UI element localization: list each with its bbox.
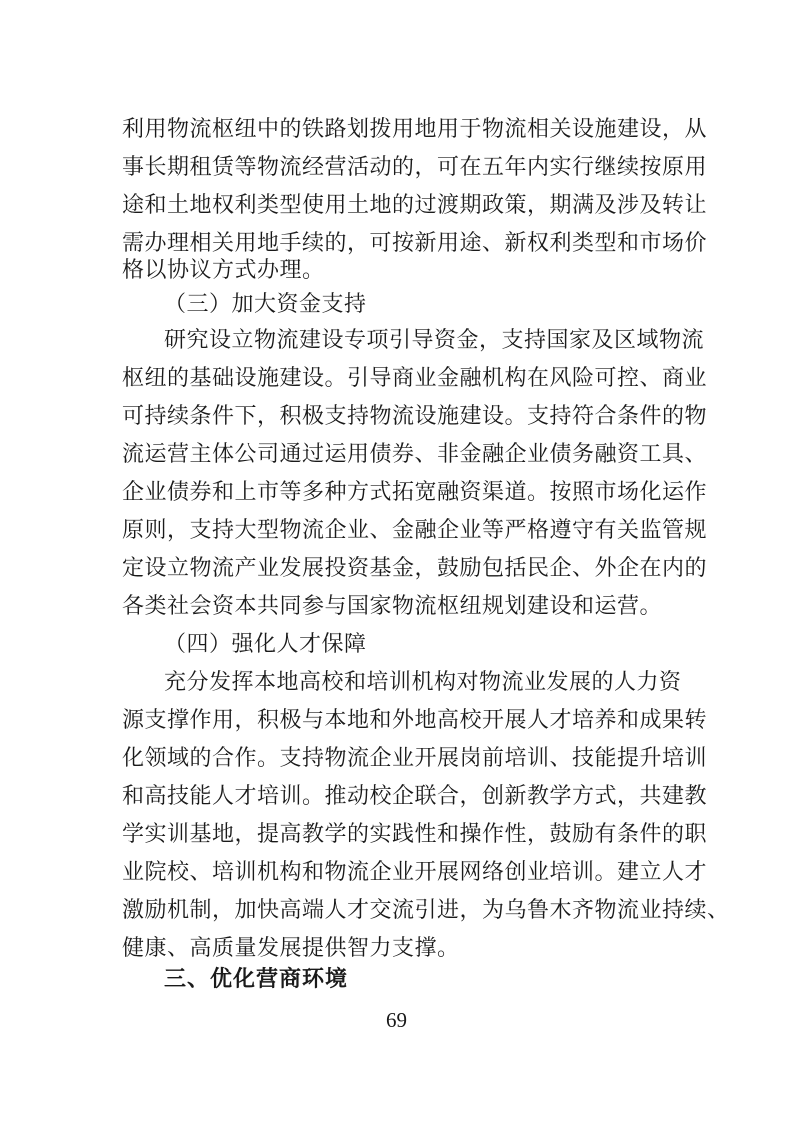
text-line: 可持续条件下，积极支持物流设施建设。支持符合条件的物 [122,404,708,429]
text-line: 流运营主体公司通过运用债券、非金融企业债务融资工具、 [122,442,708,467]
text-line: 途和土地权利类型使用土地的过渡期政策，期满及涉及转让 [122,193,708,218]
text-line: 事长期租赁等物流经营活动的，可在五年内实行继续按原用 [122,155,708,180]
text-line: 业院校、培训机构和物流企业开展网络创业培训。建立人才 [122,860,708,885]
text-line: 化领域的合作。支持物流企业开展岗前培训、技能提升培训 [122,746,708,771]
text-line: 企业债券和上市等多种方式拓宽融资渠道。按照市场化运作 [122,480,708,505]
text-line: 源支撑作用，积极与本地和外地高校开展人才培养和成果转 [122,708,708,733]
text-line: 研究设立物流建设专项引导资金，支持国家及区域物流 [164,328,705,353]
section-heading-funding: （三）加大资金支持 [164,292,367,317]
text-line: 激励机制，加快高端人才交流引进，为乌鲁木齐物流业持续、 [122,898,730,923]
section-heading-talent: （四）强化人才保障 [164,632,367,657]
text-line: 健康、高质量发展提供智力支撑。 [122,936,460,961]
text-line: 原则，支持大型物流企业、金融企业等严格遵守有关监管规 [122,518,708,543]
text-line: 需办理相关用地手续的，可按新用途、新权利类型和市场价 [122,231,708,256]
text-line: 定设立物流产业发展投资基金，鼓励包括民企、外企在内的 [122,556,708,581]
page-number: 69 [386,1008,407,1032]
text-line: 学实训基地，提高教学的实践性和操作性，鼓励有条件的职 [122,822,708,847]
text-line: 枢纽的基础设施建设。引导商业金融机构在风险可控、商业 [122,366,708,391]
text-line: 充分发挥本地高校和培训机构对物流业发展的人力资 [164,670,682,695]
text-line: 各类社会资本共同参与国家物流枢纽规划建设和运营。 [122,594,663,619]
text-line: 格以协议方式办理。 [122,258,325,283]
chapter-heading: 三、优化营商环境 [164,967,349,992]
text-line: 利用物流枢纽中的铁路划拨用地用于物流相关设施建设，从 [122,117,708,142]
text-line: 和高技能人才培训。推动校企联合，创新教学方式，共建教 [122,784,708,809]
